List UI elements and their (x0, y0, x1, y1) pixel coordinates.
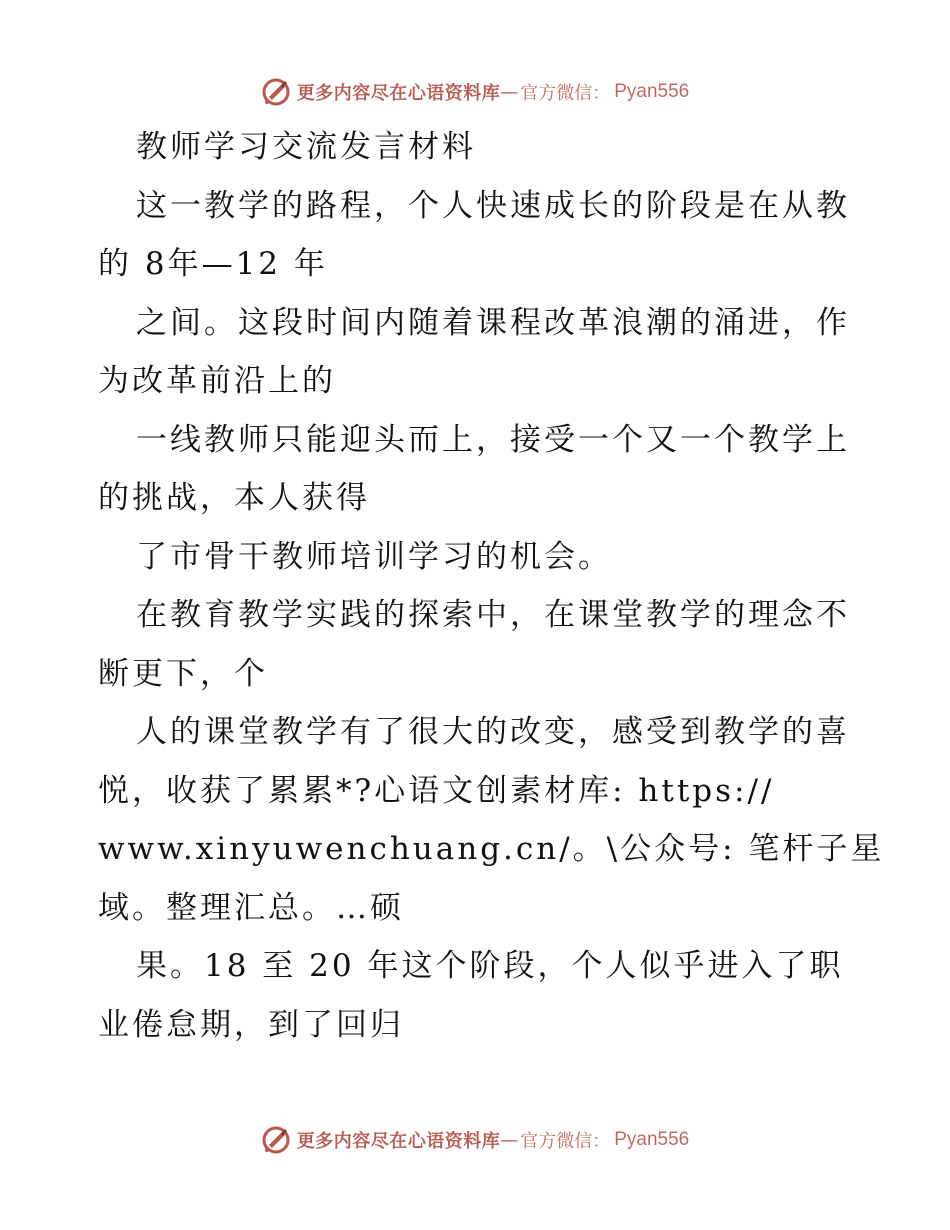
header-banner (0, 70, 950, 114)
banner-dash: — (500, 1129, 519, 1151)
text-line: 一线教师只能迎头而上，接受一个又一个教学上 (136, 421, 850, 458)
footer-banner (0, 1118, 950, 1162)
banner-wechat-id: Pyan556 (614, 81, 690, 102)
text-line: 为改革前沿上的 (98, 363, 336, 399)
pen-logo-icon (261, 77, 291, 107)
text-line: 业倦怠期，到了回归 (98, 1006, 404, 1043)
text-line: www.xinyuwenchuang.cn/。\公众号: 笔杆子星 (98, 831, 885, 867)
text-line: 果。18 至 20 年这个阶段，个人似乎进入了职 (136, 948, 844, 984)
document-body (98, 118, 885, 1054)
banner-dash: — (500, 81, 519, 103)
text-line: 的挑战，本人获得 (98, 480, 370, 516)
text-line: 的 8年—12 年 (98, 246, 328, 282)
banner-brand: 更多内容尽在心语资料库 (296, 83, 501, 104)
text-line: 之间。这段时间内随着课程改革浪潮的涌进，作 (136, 304, 850, 341)
banner-wechat-id: Pyan556 (614, 1129, 690, 1150)
banner-wechat-label: 官方微信： (520, 1131, 611, 1152)
text-line: 断更下，个 (98, 655, 268, 692)
banner-wechat-label: 官方微信： (520, 83, 611, 104)
text-line: 这一教学的路程，个人快速成长的阶段是在从教 (136, 187, 850, 224)
text-line: 在教育教学实践的探索中，在课堂教学的理念不 (136, 597, 850, 633)
text-line: 人的课堂教学有了很大的改变，感受到教学的喜 (136, 714, 850, 750)
text-line: 域。整理汇总。…硕 (98, 889, 404, 926)
text-line: 悦，收获了累累*?心语文创素材库: https:// (98, 772, 775, 809)
text-line: 了市骨干教师培训学习的机会。 (136, 538, 612, 575)
document-title: 教师学习交流发言材料 (136, 129, 476, 165)
banner-brand: 更多内容尽在心语资料库 (296, 1131, 501, 1152)
pen-logo-icon (261, 1125, 291, 1155)
